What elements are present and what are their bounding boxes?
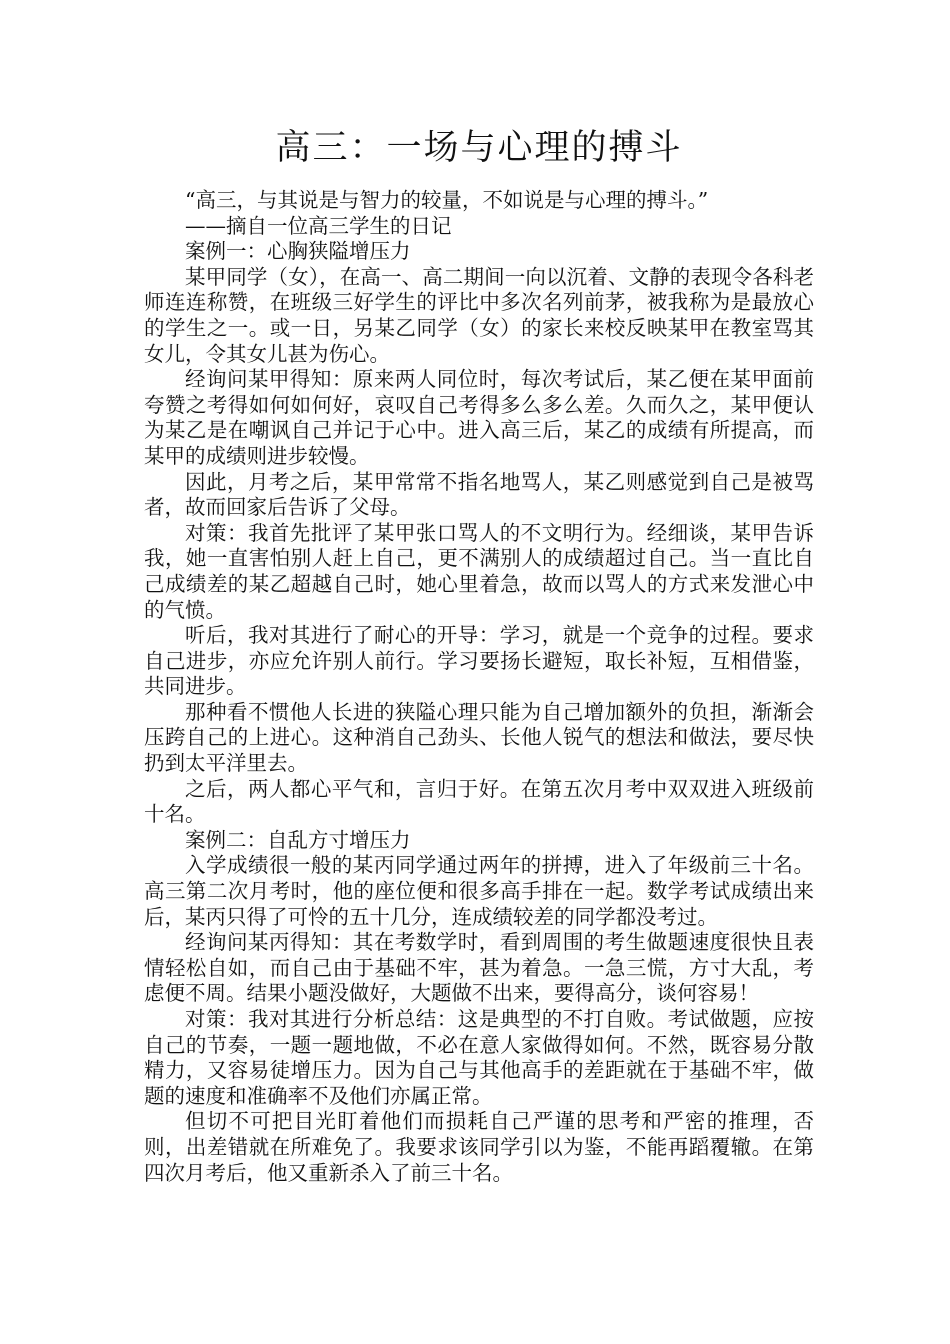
document-body (144, 188, 814, 1186)
body-paragraph: 对策：我对其进行分析总结：这是典型的不打自败。考试做题，应按自己的节奏，一题一题地做，不必在意人家做得如何。不然，既容易分散精力，又容易徒增压力。因为自己与其他高手的差距就在于基础不牢，做题的速度和准确率不及他们亦属正常。 (144, 1007, 814, 1108)
case-two-heading: 案例二：自乱方寸增压力 (185, 827, 411, 852)
body-paragraph: 经询问某丙得知：其在考数学时，看到周围的考生做题速度很快且表情轻松自如，而自己由于基础不牢，甚为着急。一急三慌，方寸大乱，考虑便不周。结果小题没做好，大题做不出来，要得高分，谈何容易！ (144, 930, 814, 1006)
body-paragraph: 那种看不惯他人长进的狭隘心理只能为自己增加额外的负担，渐渐会压跨自己的上进心。这种消自己劲头、长他人锐气的想法和做法，要尽快扔到太平洋里去。 (144, 699, 814, 776)
body-paragraph: 对策：我首先批评了某甲张口骂人的不文明行为。经细谈，某甲告诉我，她一直害怕别人赶上自己，更不满别人的成绩超过自己。当一直比自己成绩差的某乙超越自己时，她心里着急，故而以骂人的方式来发泄心中的气愤。 (144, 520, 814, 622)
body-paragraph: 但切不可把目光盯着他们而损耗自己严谨的思考和严密的推理，否则，出差错就在所难免了。我要求该同学引以为鉴，不能再蹈覆辙。在第四次月考后，他又重新杀入了前三十名。 (144, 1109, 814, 1185)
quote-source: ——摘自一位高三学生的日记 (185, 213, 452, 238)
body-paragraph: 听后，我对其进行了耐心的开导：学习，就是一个竞争的过程。要求自己进步，亦应允许别人前行。学习要扬长避短，取长补短，互相借鉴，共同进步。 (144, 623, 814, 699)
quote-paragraph: “高三，与其说是与智力的较量，不如说是与心理的搏斗。” (185, 188, 709, 212)
body-paragraph: 之后，两人都心平气和，言归于好。在第五次月考中双双进入班级前十名。 (144, 776, 814, 827)
document-title: 高三：一场与心理的搏斗 (275, 128, 683, 168)
body-paragraph: 因此，月考之后，某甲常常不指名地骂人，某乙则感觉到自己是被骂者，故而回家后告诉了父母。 (144, 469, 814, 520)
body-paragraph: 入学成绩很一般的某丙同学通过两年的拼搏，进入了年级前三十名。高三第二次月考时，他的座位便和很多高手排在一起。数学考试成绩出来后，某丙只得了可怜的五十几分，连成绩较差的同学都没考过。 (144, 853, 814, 929)
case-one-heading: 案例一：心胸狭隘增压力 (185, 239, 411, 264)
body-paragraph: 某甲同学（女），在高一、高二期间一向以沉着、文静的表现令各科老师连连称赞，在班级三好学生的评比中多次名列前茅，被我称为是最放心的学生之一。或一日，另某乙同学（女）的家长来校反映某甲在教室骂其女儿，令其女儿甚为伤心。 (144, 264, 814, 366)
document-page (144, 124, 814, 1186)
body-paragraph: 经询问某甲得知：原来两人同位时，每次考试后，某乙便在某甲面前夸赞之考得如何如何好，哀叹自己考得多么多么差。久而久之，某甲便认为某乙是在嘲讽自己并记于心中。进入高三后，某乙的成绩有所提高，而某甲的成绩则进步较慢。 (144, 367, 814, 468)
